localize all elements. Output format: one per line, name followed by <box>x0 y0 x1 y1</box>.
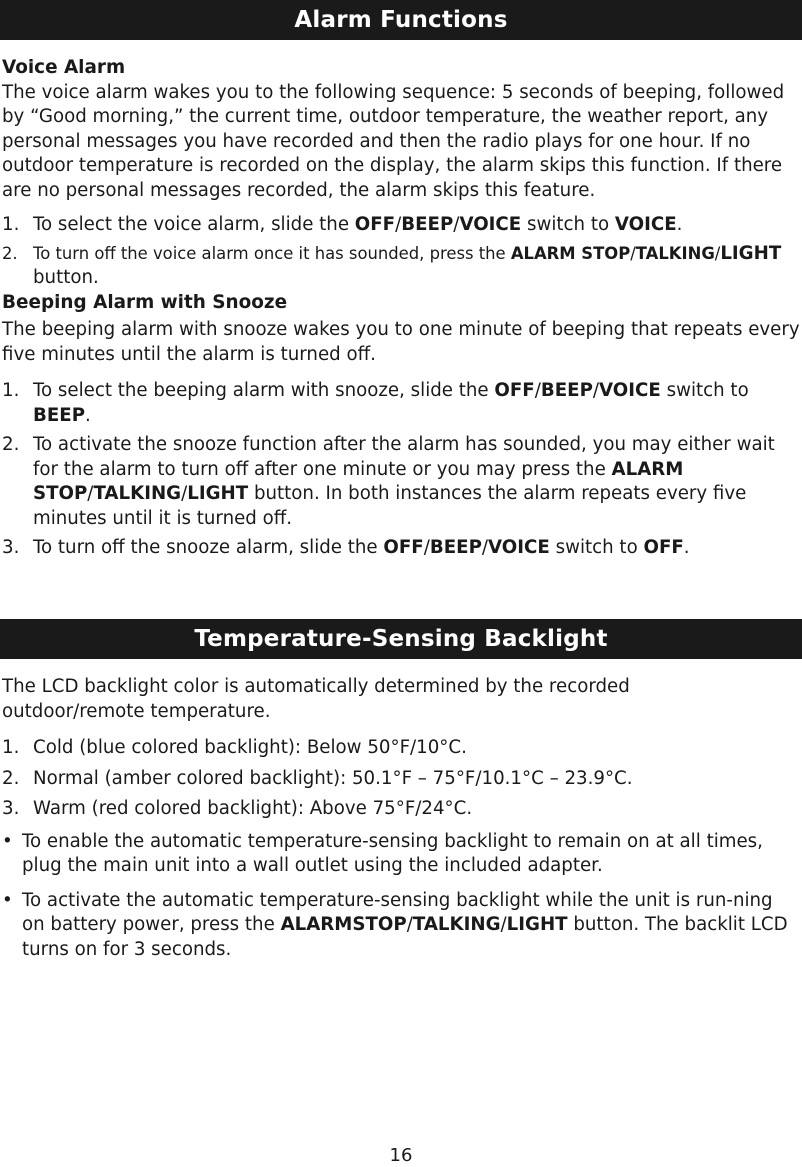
switch-label: BEEP <box>401 214 454 235</box>
separator: / <box>395 214 402 235</box>
step-text: switch to <box>549 537 644 558</box>
switch-label: BEEP <box>429 537 482 558</box>
switch-label: VOICE <box>488 537 550 558</box>
step-text: To select the beeping alarm with snooze, slide the <box>33 380 495 401</box>
separator: / <box>406 914 413 935</box>
section-title-alarm-functions: Alarm Functions <box>0 0 802 40</box>
switch-label: OFF <box>494 380 535 401</box>
voice-alarm-intro: The voice alarm wakes you to the following sequence: 5 seconds of beeping, followed by “Good morning,” the current time, outdoor temperature, the weather report, any personal messages you have recorded and then the radio plays for one hour. If no outdoor temperature is recorded on the display, the alarm skips this function. If there are no personal messages recorded, the alarm skips this feature. <box>2 81 785 201</box>
separator: / <box>630 243 636 263</box>
button-label: ALARM STOP <box>33 458 684 504</box>
list-item <box>2 379 800 428</box>
step-text: switch to <box>660 380 749 401</box>
separator: / <box>87 483 94 504</box>
separator: / <box>481 537 489 558</box>
page-number: 16 <box>389 1145 413 1166</box>
step-number: 2. <box>2 434 20 455</box>
bullet-icon: • <box>2 830 13 852</box>
list-item <box>2 213 800 238</box>
list-item <box>2 736 800 761</box>
list-item <box>2 433 800 531</box>
step-text: . <box>676 214 683 235</box>
step-text: To turn off the voice alarm once it has sounded, press the <box>33 243 511 263</box>
switch-position: VOICE <box>614 214 677 235</box>
backlight-intro: The LCD backlight color is automatically determined by the recorded outdoor/remote temperature. <box>2 676 630 722</box>
step-number: 2. <box>2 243 18 263</box>
separator: / <box>453 214 460 235</box>
item-text: Normal (amber colored backlight): 50.1°F – 75°F/10.1°C – 23.9°C. <box>33 767 633 789</box>
step-text: . <box>85 404 91 426</box>
step-text: To activate the snooze function after the alarm has sounded, you may either wait for the alarm to turn off after one minute or you may press the <box>33 434 775 480</box>
item-number: 3. <box>2 798 20 819</box>
backlight-color-list <box>2 736 800 822</box>
step-number: 1. <box>2 214 20 235</box>
step-text: To turn off the snooze alarm, slide the <box>33 537 384 558</box>
step-number: 3. <box>2 537 20 558</box>
beeping-alarm-intro: The beeping alarm with snooze wakes you to one minute of beeping that repeats every five minutes until the alarm is turned off. <box>2 319 800 365</box>
temperature-backlight-section <box>2 675 800 962</box>
separator: / <box>423 537 430 558</box>
switch-label: OFF <box>354 214 396 235</box>
list-item <box>2 767 800 792</box>
voice-alarm-heading: Voice Alarm <box>2 57 126 78</box>
switch-position: OFF <box>643 537 684 558</box>
button-label: TALKING <box>93 483 182 504</box>
button-label: ALARMSTOP <box>280 914 407 935</box>
button-label: TALKING <box>635 243 715 263</box>
item-number: 2. <box>2 767 20 789</box>
list-item <box>2 797 800 822</box>
list-item <box>2 889 800 963</box>
separator: / <box>181 483 188 504</box>
beeping-alarm-steps <box>2 379 800 561</box>
list-item <box>2 830 800 879</box>
bullet-text: To enable the automatic temperature-sensing backlight to remain on at all times, plug the main unit into a wall outlet using the included adapter. <box>22 830 763 876</box>
step-text: To select the voice alarm, slide the <box>33 214 355 235</box>
item-text: Warm (red colored backlight): Above 75°F/24°C. <box>33 798 473 819</box>
button-label: TALKING <box>412 914 501 935</box>
bullet-text: button. The backlit LCD turns on for 3 seconds. <box>22 914 788 960</box>
step-number: 1. <box>2 380 20 401</box>
switch-label: BEEP <box>540 380 593 401</box>
separator: / <box>500 914 507 935</box>
section-title-temperature-backlight: Temperature-Sensing Backlight <box>0 619 802 659</box>
backlight-bullets <box>2 830 800 963</box>
step-text: switch to <box>521 214 615 235</box>
item-text: Cold (blue colored backlight): Below 50°F/10°C. <box>33 737 467 758</box>
button-label: LIGHT <box>187 483 249 504</box>
switch-label: VOICE <box>599 380 661 401</box>
button-label: ALARM STOP <box>510 243 631 263</box>
switch-position: BEEP <box>33 404 86 426</box>
bullet-icon: • <box>2 889 13 911</box>
alarm-functions-section <box>2 56 800 561</box>
switch-label: VOICE <box>459 214 522 235</box>
list-item <box>2 536 800 561</box>
switch-label: OFF <box>383 537 424 558</box>
beeping-alarm-heading: Beeping Alarm with Snooze <box>2 291 288 313</box>
list-item <box>2 242 800 291</box>
step-text: button. <box>33 267 99 288</box>
step-text: . <box>683 537 690 558</box>
separator: / <box>714 243 721 263</box>
voice-alarm-steps <box>2 213 800 291</box>
bullet-text: To activate the automatic temperature-sensing backlight while the unit is run-ning on battery power, press the <box>22 889 773 935</box>
button-label: LIGHT <box>720 242 782 264</box>
separator: / <box>534 380 541 401</box>
button-label: LIGHT <box>506 914 568 935</box>
step-text: button. In both instances the alarm repeats every five minutes until it is turned off. <box>33 483 747 529</box>
item-number: 1. <box>2 737 20 758</box>
separator: / <box>592 380 600 401</box>
